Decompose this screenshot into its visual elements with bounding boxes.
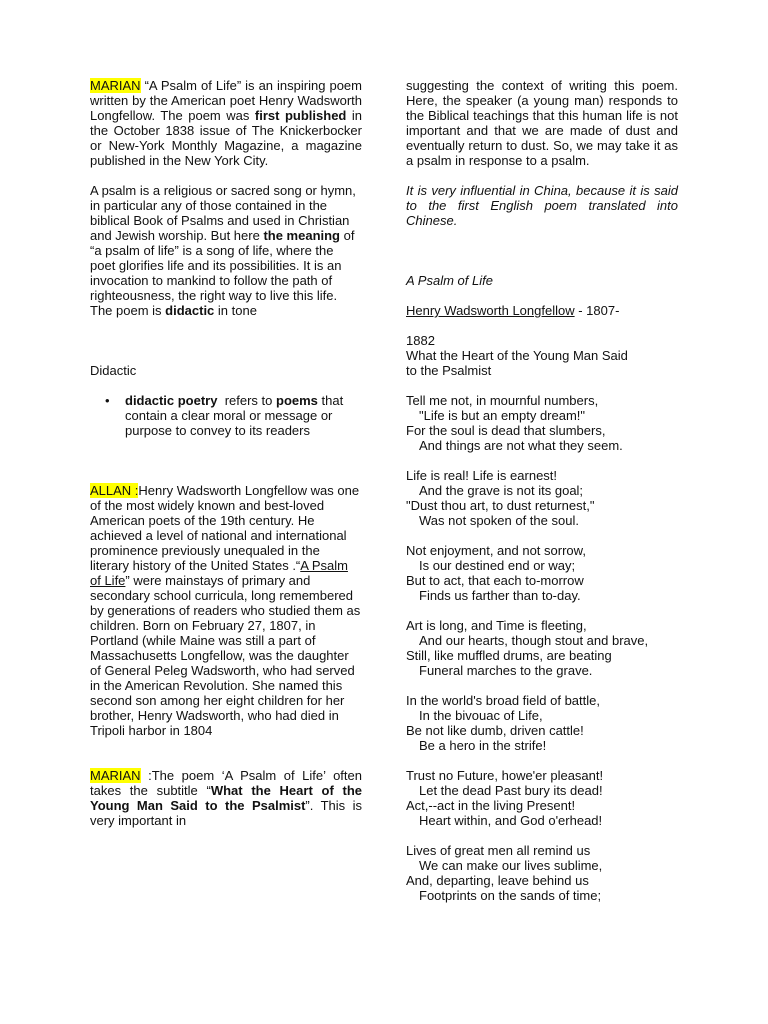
bullet-text [125,393,345,438]
poem-line: Is our destined end or way; [419,558,576,573]
bullet-icon: • [105,393,110,408]
author-link[interactable]: Henry Wadsworth Longfellow [406,303,575,318]
text-run: ”. This is very important in [90,798,362,828]
author-dates-start: - 1807- [574,303,620,318]
bold-run: poems [276,393,318,408]
speaker-label-marian: MARIAN [90,768,141,783]
poem-line: Still, like muffled drums, are beating [406,648,612,663]
text-run: Henry Wadsworth Longfellow was one of the most widely known and best-loved American poets of the 19th century. He achieved a level of national and international prominence previously unequaled in the literary history of the United States .“ [90,483,360,573]
poem-line: Life is real! Life is earnest! [406,468,558,483]
poem-line: "Dust thou art, to dust returnest," [406,498,595,513]
poem-stanza [406,618,678,678]
didactic-bullet-item [105,393,362,438]
poem-line: Not enjoyment, and not sorrow, [406,543,586,558]
intro-paragraph [90,78,362,168]
text-run: A psalm is a religious or sacred song or hymn, in particular any of those contained in the biblical Book of Psalms and used in Christian and Jewish worship. But here [90,183,356,243]
bold-run: the meaning [263,228,341,243]
speaker-label-allan: ALLAN : [90,483,139,498]
poem-line: And the grave is not its goal; [419,483,584,498]
speaker-label-marian: MARIAN [90,78,141,93]
china-influence-paragraph: It is very influential in China, because it is said to the first English poem translated into Chinese. [406,183,678,228]
left-column [90,78,362,828]
text-run: in the October 1838 issue of The Knickerbocker or New-York Monthly Magazine, a magazine published in the New York City. [90,108,363,168]
context-paragraph: suggesting the context of writing this poem. Here, the speaker (a young man) responds to the Biblical teachings that this human life is not important and that we are made of dust and eventually return to dust. So, we may take it as a psalm in response to a psalm. [406,78,678,168]
text-run: that contain a clear moral or message or purpose to convey to its readers [125,393,344,438]
poem-line: Let the dead Past bury its dead! [419,783,603,798]
poem-stanza [406,768,678,828]
bold-run: didactic poetry [125,393,218,408]
poem-line: Tell me not, in mournful numbers, [406,393,599,408]
text-run: “A Psalm of Life” is an inspiring poem written by the American poet Henry Wadsworth Longfellow. The poem was [90,78,362,123]
poem-line: But to act, that each to-morrow [406,573,584,588]
text-run: of “a psalm of life” is a song of life, where the poet glorifies life and its possibilities. It is an invocation to mankind to follow the path of righteousness, the right way to live this life. The poem is [90,228,355,318]
longfellow-bio-paragraph [90,483,362,738]
poem-line: And, departing, leave behind us [406,873,589,888]
poem-line: In the bivouac of Life, [419,708,543,723]
poem-line: Be not like dumb, driven cattle! [406,723,584,738]
psalm-definition-paragraph [90,183,362,318]
poem-line: Footprints on the sands of time; [419,888,602,903]
text-run: refers to [217,393,276,408]
poem-stanzas [406,393,678,903]
didactic-heading: Didactic [90,363,137,378]
poem-line: For the soul is dead that slumbers, [406,423,606,438]
poem-title: A Psalm of Life [406,273,493,288]
right-column [406,78,678,918]
author-dates-end: 1882 [406,333,435,348]
poem-line: Heart within, and God o'erhead! [419,813,603,828]
poem-stanza [406,693,678,753]
poem-line: And our hearts, though stout and brave, [419,633,649,648]
text-run: in tone [214,303,257,318]
poem-stanza [406,468,678,528]
subtitle-paragraph [90,768,362,828]
bold-run: didactic [165,303,215,318]
poem-line: Funeral marches to the grave. [419,663,593,678]
poem-line: Art is long, and Time is fleeting, [406,618,587,633]
author-line [406,303,678,318]
poem-stanza [406,543,678,603]
poem-line: "Life is but an empty dream!" [419,408,586,423]
text-run: :The poem ‘A Psalm of Life’ often takes the subtitle “ [90,768,362,798]
text-run: ” were mainstays of primary and secondary school curricula, long remembered by generations of readers who studied them as children. Born on February 27, 1807, in Portland (while Maine was still a part of Massachusetts Longfellow, was the daughter of General Peleg Wadsworth, who had served in the American Revolution. She named this second son among her eight children for her brother, Henry Wadsworth, who had died in Tripoli harbor in 1804 [90,573,361,738]
poem-line: We can make our lives sublime, [419,858,603,873]
poem-stanza [406,843,678,903]
poem-stanza [406,393,678,453]
psalm-of-life-link[interactable]: A Psalm of Life [90,558,348,588]
poem-subtitle-line-2: to the Psalmist [406,363,492,378]
poem-line: Be a hero in the strife! [419,738,547,753]
bold-run: What the Heart of the Young Man Said to the Psalmist [90,783,362,813]
poem-line: Lives of great men all remind us [406,843,591,858]
poem-line: In the world's broad field of battle, [406,693,600,708]
poem-line: Finds us farther than to-day. [419,588,581,603]
bold-run: first published [254,108,347,123]
poem-line: Trust no Future, howe'er pleasant! [406,768,604,783]
poem-subtitle-line-1: What the Heart of the Young Man Said [406,348,628,363]
poem-line: Was not spoken of the soul. [419,513,579,528]
poem-line: Act,--act in the living Present! [406,798,576,813]
poem-line: And things are not what they seem. [419,438,623,453]
